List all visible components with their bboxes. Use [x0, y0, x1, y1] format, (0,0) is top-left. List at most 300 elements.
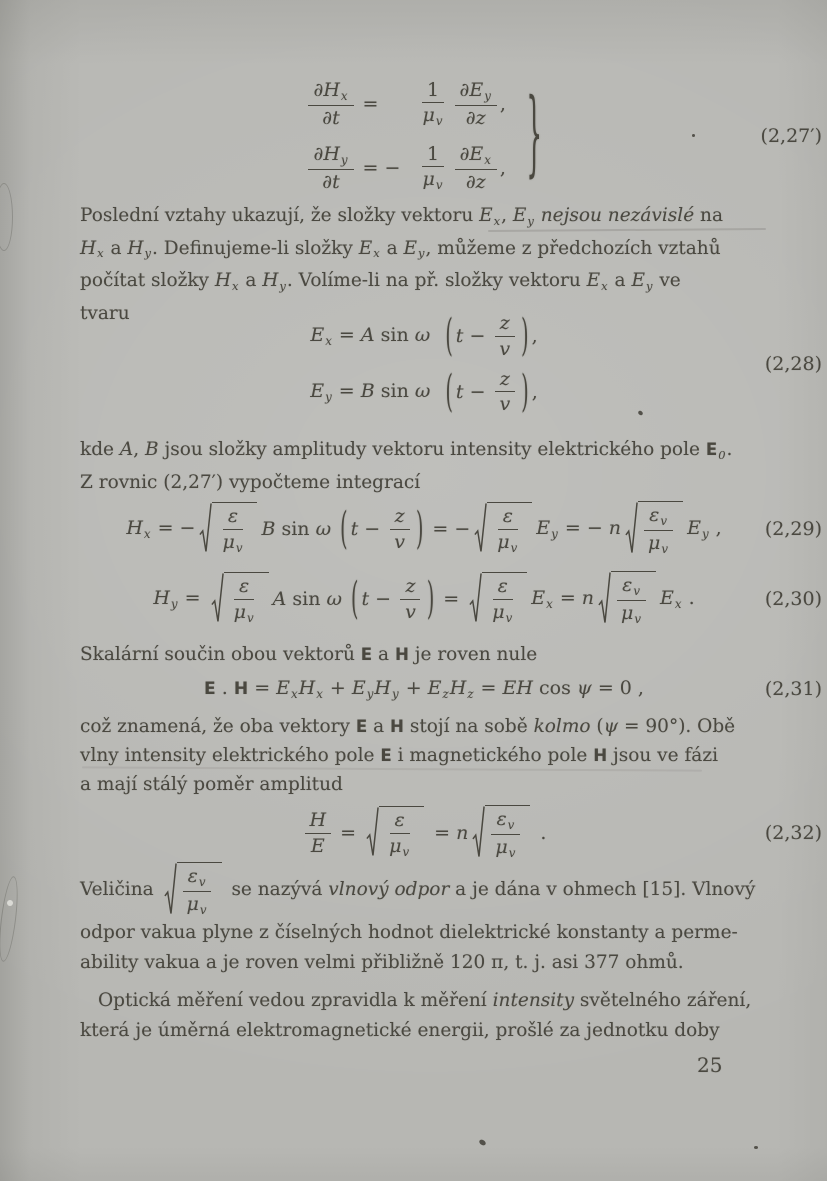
text-run: sin	[286, 588, 327, 610]
math-var: n	[581, 587, 595, 610]
left-paren: (	[445, 310, 453, 362]
expression	[261, 518, 337, 540]
right-paren: )	[521, 310, 529, 362]
subscript: v	[661, 541, 669, 556]
vector-symbol: E	[355, 717, 368, 736]
fraction	[418, 79, 449, 129]
denominator	[616, 601, 647, 627]
equation-row	[310, 312, 538, 360]
paragraph	[80, 862, 768, 978]
expression	[153, 587, 206, 611]
math-var: t	[332, 106, 340, 129]
denominator	[461, 106, 491, 129]
expression	[456, 325, 492, 347]
text-run: je roven nule	[408, 644, 538, 665]
math-var: E	[512, 205, 527, 226]
math-var: μ	[233, 600, 246, 623]
equation-label: (2,32)	[764, 822, 822, 844]
numerator	[390, 809, 410, 833]
equation-label: (2,30)	[764, 588, 822, 610]
vector-symbol: H	[390, 717, 404, 736]
text-run: =	[362, 92, 379, 115]
math-var: E	[427, 677, 442, 700]
math-var: E	[531, 587, 546, 610]
math-var: E	[310, 324, 325, 347]
paragraph-line	[80, 469, 768, 497]
text-run: Z rovnic (2,27′) vypočteme integrací	[80, 471, 421, 493]
denominator	[643, 531, 674, 557]
subscript: x	[340, 88, 348, 103]
fraction	[490, 808, 521, 860]
expression	[426, 518, 470, 540]
expression	[126, 517, 195, 541]
math-var: H	[323, 143, 340, 165]
numerator	[422, 143, 444, 167]
math-var: E	[358, 237, 373, 259]
math-var: n	[456, 822, 469, 844]
text-run: počítat složky	[80, 270, 215, 292]
paragraph	[80, 712, 768, 799]
text-run: . Definujeme-li složky	[152, 237, 359, 259]
text-run: a	[372, 644, 395, 665]
math-var: n	[608, 517, 622, 540]
subscript: x	[232, 278, 239, 293]
text-run: 1	[427, 143, 440, 165]
text-run	[80, 876, 160, 904]
expression	[204, 677, 644, 701]
equation-label: (2,29)	[764, 518, 822, 540]
subscript: x	[291, 686, 298, 701]
fraction	[494, 312, 515, 360]
subscript: y	[701, 526, 709, 541]
denominator	[490, 835, 521, 861]
subscript: z	[442, 686, 449, 701]
text-run: = 0 ,	[591, 677, 644, 700]
text-run: =	[437, 588, 466, 610]
subscript: v	[634, 611, 642, 626]
equation-row	[153, 571, 694, 626]
punctuation: ,	[499, 92, 506, 115]
subscript: v	[235, 540, 243, 555]
text-run: =	[553, 587, 582, 610]
numerator	[183, 865, 212, 892]
subscript: x	[373, 246, 380, 261]
numerator	[234, 575, 254, 599]
emphasis: intensity	[492, 990, 575, 1011]
denominator	[182, 892, 213, 918]
text-run: Poslední vztahy ukazují, že složky vektoru	[80, 205, 480, 226]
text-run: ∂	[322, 170, 333, 193]
sqrt-radical	[472, 805, 530, 860]
emphasis: vlnový odpor	[328, 879, 450, 900]
text-run	[430, 324, 442, 346]
subscript: v	[402, 844, 410, 859]
paragraph-line	[80, 948, 768, 978]
math-var: v	[405, 600, 416, 623]
equation-2-32	[80, 802, 827, 864]
text-run: a	[380, 237, 404, 259]
expression	[310, 380, 442, 404]
math-var: ε	[649, 504, 660, 527]
equation-row	[126, 501, 721, 556]
math-var: E	[469, 143, 484, 165]
subscript: x	[143, 526, 151, 541]
denominator	[495, 392, 516, 415]
subscript: y	[484, 88, 491, 103]
fraction	[400, 575, 421, 623]
math-var: z	[405, 575, 416, 598]
subscript: y	[645, 278, 653, 293]
numerator	[455, 143, 497, 170]
equation-2-28	[80, 310, 827, 418]
right-paren: )	[426, 573, 435, 625]
vector-symbol: E	[204, 679, 216, 700]
subscript: y	[279, 278, 286, 293]
subscript: x	[325, 333, 332, 348]
numerator	[644, 504, 673, 531]
sqrt-radical	[598, 571, 656, 626]
subscript: v	[435, 178, 443, 193]
subscript: y	[418, 246, 425, 261]
fraction	[643, 504, 674, 556]
subscript: x	[493, 213, 501, 228]
math-var: E	[536, 517, 551, 540]
subscript: v	[660, 514, 667, 529]
emphasis: kolmo	[533, 716, 591, 737]
denominator	[306, 834, 330, 857]
expression	[334, 822, 362, 844]
fraction	[305, 809, 332, 857]
vector-symbol: H	[593, 746, 608, 765]
math-var: v	[499, 337, 511, 360]
subscript: x	[316, 686, 323, 701]
subscript: v	[633, 584, 640, 599]
text-run: ∂	[459, 143, 470, 165]
expression	[310, 324, 442, 348]
math-var: t	[455, 380, 464, 403]
paragraph-line	[80, 235, 768, 268]
paragraph	[80, 436, 768, 497]
expression	[437, 588, 465, 610]
binding-mark	[0, 183, 13, 251]
math-var: ε	[622, 574, 633, 597]
fraction	[616, 574, 647, 626]
text-run: +	[323, 677, 352, 700]
math-var: ω	[326, 588, 342, 610]
text-run: ∂	[313, 78, 324, 101]
binding-mark	[0, 875, 21, 962]
punctuation: ,	[499, 157, 506, 180]
subscript: x	[484, 152, 491, 167]
denominator	[487, 600, 518, 626]
right-paren: )	[415, 503, 424, 555]
math-var: E	[469, 78, 484, 101]
numerator	[498, 505, 518, 529]
numerator	[308, 79, 353, 106]
paragraph-line	[80, 712, 768, 741]
denominator	[418, 103, 449, 129]
text-run: a je dána v ohmech [15]. Vlnový	[449, 879, 756, 900]
math-var: ε	[502, 505, 513, 528]
math-var: A	[272, 588, 287, 610]
text-run	[331, 518, 337, 540]
math-var: ω	[414, 380, 431, 403]
numerator	[308, 143, 353, 170]
math-var: E	[351, 677, 366, 700]
math-var: E	[403, 237, 418, 259]
text-run: a	[608, 270, 632, 292]
text-run: což znamená, že oba vektory	[80, 716, 356, 737]
left-paren: (	[445, 366, 453, 418]
binding-mark	[7, 900, 13, 906]
emphasis: nejsou nezávislé	[540, 205, 695, 226]
text-run: , můžeme z předchozích vztahů	[425, 237, 721, 259]
text-run: =	[248, 677, 277, 700]
fraction	[492, 505, 523, 555]
left-paren: (	[351, 573, 359, 625]
math-var: ε	[394, 809, 405, 832]
vector-symbol: E	[705, 440, 718, 459]
text-run: −	[463, 325, 492, 348]
text-run: ,	[501, 205, 513, 226]
paragraph-line	[80, 267, 768, 300]
numerator	[495, 368, 515, 392]
ink-speck	[478, 1138, 487, 1146]
fraction	[495, 368, 516, 416]
expression	[361, 588, 397, 610]
text-run: +	[399, 677, 428, 700]
text-run: vlny intensity elektrického pole	[80, 745, 381, 766]
paragraph-line	[80, 986, 768, 1016]
math-var: B	[145, 439, 159, 460]
math-var: μ	[422, 104, 435, 127]
subscript: x	[97, 246, 104, 261]
text-run: sin	[374, 324, 415, 347]
math-var: ε	[227, 505, 239, 528]
math-var: E	[310, 380, 325, 403]
text-run: stojí na sobě	[403, 716, 534, 737]
numerator	[495, 312, 515, 336]
text-run: kde	[80, 439, 120, 460]
numerator	[305, 809, 332, 833]
subscript: z	[467, 686, 474, 701]
equation-row	[310, 368, 538, 416]
subscript: y	[170, 596, 178, 611]
math-var: B	[360, 380, 375, 403]
subscript: v	[505, 610, 513, 625]
math-var: z	[499, 312, 510, 335]
numerator	[617, 574, 646, 601]
vector-symbol: E	[380, 746, 392, 765]
subscript: y	[340, 152, 348, 167]
text-run	[430, 380, 442, 402]
text-run: . Volíme-li na př. složky vektoru	[286, 270, 587, 292]
text-run: .	[215, 677, 234, 700]
page-number: 25	[697, 1053, 723, 1077]
math-var: t	[350, 518, 359, 540]
math-var: ε	[497, 575, 508, 598]
math-var: μ	[621, 602, 634, 624]
text-run: ,	[709, 517, 722, 540]
subscript: v	[510, 540, 518, 555]
sqrt-radical	[625, 501, 683, 556]
equation-stack	[310, 312, 538, 416]
expression	[273, 588, 348, 610]
subscript: v	[198, 875, 206, 890]
text-run: −	[463, 380, 492, 403]
math-var: μ	[389, 834, 402, 857]
sqrt-radical	[211, 572, 269, 625]
fraction	[229, 575, 260, 625]
punctuation: ,	[531, 380, 538, 403]
operator	[357, 157, 415, 179]
subscript: v	[246, 610, 254, 625]
subscript: v	[199, 902, 207, 917]
numerator	[400, 575, 420, 599]
math-var: A	[360, 324, 375, 347]
text-run: i magnetického pole	[391, 745, 594, 766]
math-var: B	[261, 518, 276, 540]
sqrt-radical	[164, 862, 222, 917]
math-var: E	[586, 270, 601, 292]
expression	[660, 587, 695, 611]
math-var: ψ	[576, 677, 592, 700]
text-run: = −	[426, 518, 471, 540]
text-run: na	[694, 205, 723, 226]
equation-row	[305, 79, 505, 129]
text-run: a	[104, 237, 128, 259]
text-run: −	[358, 518, 387, 540]
equation-label: (2,27′)	[760, 125, 822, 147]
text-run: světelného záření,	[574, 990, 752, 1011]
math-var: H	[80, 237, 97, 259]
fraction	[384, 809, 415, 859]
text-run: ∂	[459, 78, 470, 101]
math-var: μ	[497, 530, 510, 553]
text-run: .	[726, 439, 733, 460]
text-run: ∂	[322, 106, 333, 129]
subscript: y	[527, 213, 534, 228]
math-var: μ	[648, 532, 661, 554]
subscript: 0	[718, 447, 726, 462]
denominator	[494, 337, 515, 360]
math-var: ε	[496, 808, 507, 831]
paragraph-line	[80, 641, 768, 669]
math-var: μ	[222, 530, 235, 553]
math-var: μ	[422, 168, 435, 191]
text-run: 1	[426, 78, 440, 101]
paragraph-line	[80, 1016, 768, 1046]
math-var: H	[214, 270, 232, 292]
equation-label: (2,28)	[764, 353, 822, 375]
math-var: t	[361, 588, 370, 610]
equation-2-29	[80, 496, 827, 562]
text-run: =	[332, 380, 361, 403]
subscript: x	[601, 278, 608, 293]
text-run: = 90°). Obě	[618, 716, 736, 737]
subscript: y	[366, 686, 374, 701]
math-var: E	[687, 517, 701, 540]
text-run: = −	[362, 157, 401, 180]
numerator	[493, 575, 513, 599]
paragraph-line	[80, 770, 768, 799]
text-run: ∂	[465, 170, 476, 193]
text-run: a mají stálý poměr amplitud	[80, 774, 343, 795]
math-var: EH	[502, 677, 533, 700]
numerator	[491, 808, 520, 835]
math-var: H	[127, 237, 144, 259]
numerator	[223, 505, 243, 529]
subscript: v	[435, 114, 443, 129]
denominator	[418, 167, 449, 193]
text-run: ve	[653, 270, 681, 292]
fraction	[455, 79, 497, 129]
text-run: ∂	[465, 106, 476, 129]
text-run: =	[428, 822, 457, 844]
text-run: (	[590, 716, 604, 737]
sqrt-radical	[474, 502, 532, 555]
equation-2-31	[80, 672, 827, 706]
expression	[351, 518, 387, 540]
math-var: H	[449, 677, 467, 700]
text-run: jsou ve fázi	[607, 745, 719, 766]
math-var: z	[475, 106, 486, 129]
denominator	[492, 530, 523, 556]
equation-row	[204, 677, 644, 701]
text-run: se nazývá	[225, 879, 329, 900]
denominator	[461, 170, 491, 193]
sqrt-radical	[469, 572, 527, 625]
vector-symbol: H	[233, 679, 249, 700]
math-var: H	[374, 677, 391, 700]
text-run	[226, 876, 756, 904]
math-var: ε	[187, 865, 198, 888]
left-paren: (	[340, 503, 348, 555]
math-var: H	[153, 587, 170, 610]
sqrt-radical	[199, 502, 257, 555]
subscript: y	[144, 246, 152, 261]
math-var: H	[262, 270, 279, 292]
math-var: E	[310, 834, 325, 857]
text-run: jsou složky amplitudy vektoru intensity elektrického pole	[158, 439, 706, 460]
denominator	[317, 106, 344, 129]
subscript: y	[392, 686, 399, 701]
denominator	[229, 600, 260, 626]
denominator	[384, 834, 415, 860]
math-var: H	[298, 677, 316, 700]
expression	[534, 822, 546, 844]
paragraph-line	[80, 918, 768, 948]
numerator	[455, 79, 497, 106]
fraction	[182, 865, 213, 917]
math-var: μ	[186, 893, 199, 915]
text-run: která je úměrná elektromagnetické energii, prošlé za jednotku doby	[80, 1020, 720, 1041]
text-run: Optická měření vedou zpravidla k měření	[98, 990, 493, 1011]
math-var: z	[499, 368, 510, 390]
text-run: =	[178, 587, 207, 610]
math-var: t	[455, 325, 464, 348]
math-var: E	[660, 587, 674, 610]
sqrt-radical	[366, 806, 424, 859]
subscript: x	[674, 596, 682, 611]
fraction	[308, 143, 353, 193]
math-var: μ	[495, 836, 508, 858]
paragraph	[80, 641, 768, 669]
math-var: H	[126, 517, 143, 540]
fraction	[308, 79, 353, 129]
equation-stack	[305, 79, 505, 193]
math-var: E	[276, 677, 291, 700]
